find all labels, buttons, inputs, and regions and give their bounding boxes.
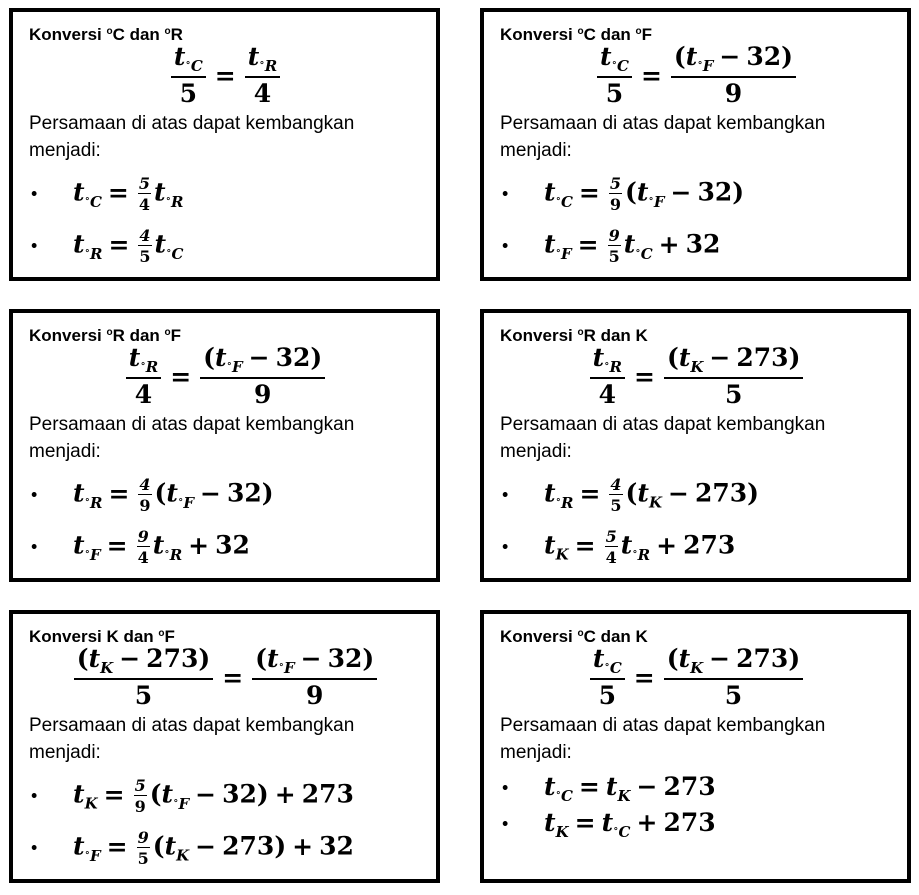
main-equation: $\frac{t_{^\circ C}}{5}$ = $\frac{(t_K - 273)}{5}$ <box>500 644 893 710</box>
body-text: Persamaan di atas dapat kembangkan menjadi: <box>29 715 355 763</box>
card-k-f <box>9 610 440 883</box>
card-title: Konversi $^o$C dan K <box>500 627 648 646</box>
formula-list <box>500 770 893 842</box>
card-c-f <box>480 8 911 281</box>
list-item: • $t_K$ = $\frac{5}{9}$ $(t_{^\circ F} - 32) + 273$ <box>31 776 354 816</box>
main-equation: $\frac{t_{^\circ C}}{5}$ = $\frac{t_{^\circ R}}{4}$ <box>29 42 422 108</box>
list-item: • $t_K = t_{^\circ C} + 273$ <box>502 807 716 841</box>
card-title: Konversi K dan $^o$F <box>29 627 175 646</box>
card-title: Konversi $^o$R dan K <box>500 326 648 345</box>
card-c-r <box>9 8 440 281</box>
card-title: Konversi $^o$C dan $^o$F <box>500 25 653 44</box>
list-item: • $t_{^\circ F}$ = $\frac{9}{5}$ $t_{^\circ C} + 32$ <box>502 226 721 266</box>
formula-list <box>29 168 422 272</box>
list-item: • $t_{^\circ C} = t_K - 273$ <box>502 771 716 805</box>
list-item: • $t_{^\circ C}$ = $\frac{5}{4}$ $t_{^\circ R}$ <box>31 174 184 214</box>
formula-list <box>500 469 893 573</box>
card-c-k <box>480 610 911 883</box>
formula-list <box>29 469 422 573</box>
list-item: • $t_{^\circ R}$ = $\frac{4}{5}$ $(t_K - 273)$ <box>502 475 759 515</box>
list-item: • $t_{^\circ F}$ = $\frac{9}{5}$ $(t_K - 273) + 32$ <box>31 828 354 868</box>
list-item: • $t_{^\circ C}$ = $\frac{5}{9}$ $(t_{^\circ F} - 32)$ <box>502 174 745 214</box>
formula-list <box>29 770 422 874</box>
card-title: Konversi $^o$R dan $^o$F <box>29 326 182 345</box>
body-text: Persamaan di atas dapat kembangkan menjadi: <box>500 715 826 763</box>
formula-list <box>500 168 893 272</box>
main-equation: $\frac{(t_K - 273)}{5}$ = $\frac{(t_{^\circ F} - 32)}{9}$ <box>29 644 422 710</box>
list-item: • $t_{^\circ F}$ = $\frac{9}{4}$ $t_{^\circ R} + 32$ <box>31 527 250 567</box>
card-r-f <box>9 309 440 582</box>
body-text: Persamaan di atas dapat kembangkan menjadi: <box>500 414 826 462</box>
body-text: Persamaan di atas dapat kembangkan menjadi: <box>29 113 355 161</box>
card-title: Konversi $^o$C dan $^o$R <box>29 25 183 44</box>
main-equation: $\frac{t_{^\circ C}}{5}$ = $\frac{(t_{^\circ F} - 32)}{9}$ <box>500 42 893 108</box>
body-text: Persamaan di atas dapat kembangkan menjadi: <box>500 113 826 161</box>
main-equation: $\frac{t_{^\circ R}}{4}$ = $\frac{(t_K - 273)}{5}$ <box>500 343 893 409</box>
list-item: • $t_K$ = $\frac{5}{4}$ $t_{^\circ R} + 273$ <box>502 527 736 567</box>
list-item: • $t_{^\circ R}$ = $\frac{4}{5}$ $t_{^\circ C}$ <box>31 226 184 266</box>
main-equation: $\frac{t_{^\circ R}}{4}$ = $\frac{(t_{^\circ F} - 32)}{9}$ <box>29 343 422 409</box>
card-r-k <box>480 309 911 582</box>
body-text: Persamaan di atas dapat kembangkan menjadi: <box>29 414 355 462</box>
list-item: • $t_{^\circ R}$ = $\frac{4}{9}$ $(t_{^\circ F} - 32)$ <box>31 475 274 515</box>
